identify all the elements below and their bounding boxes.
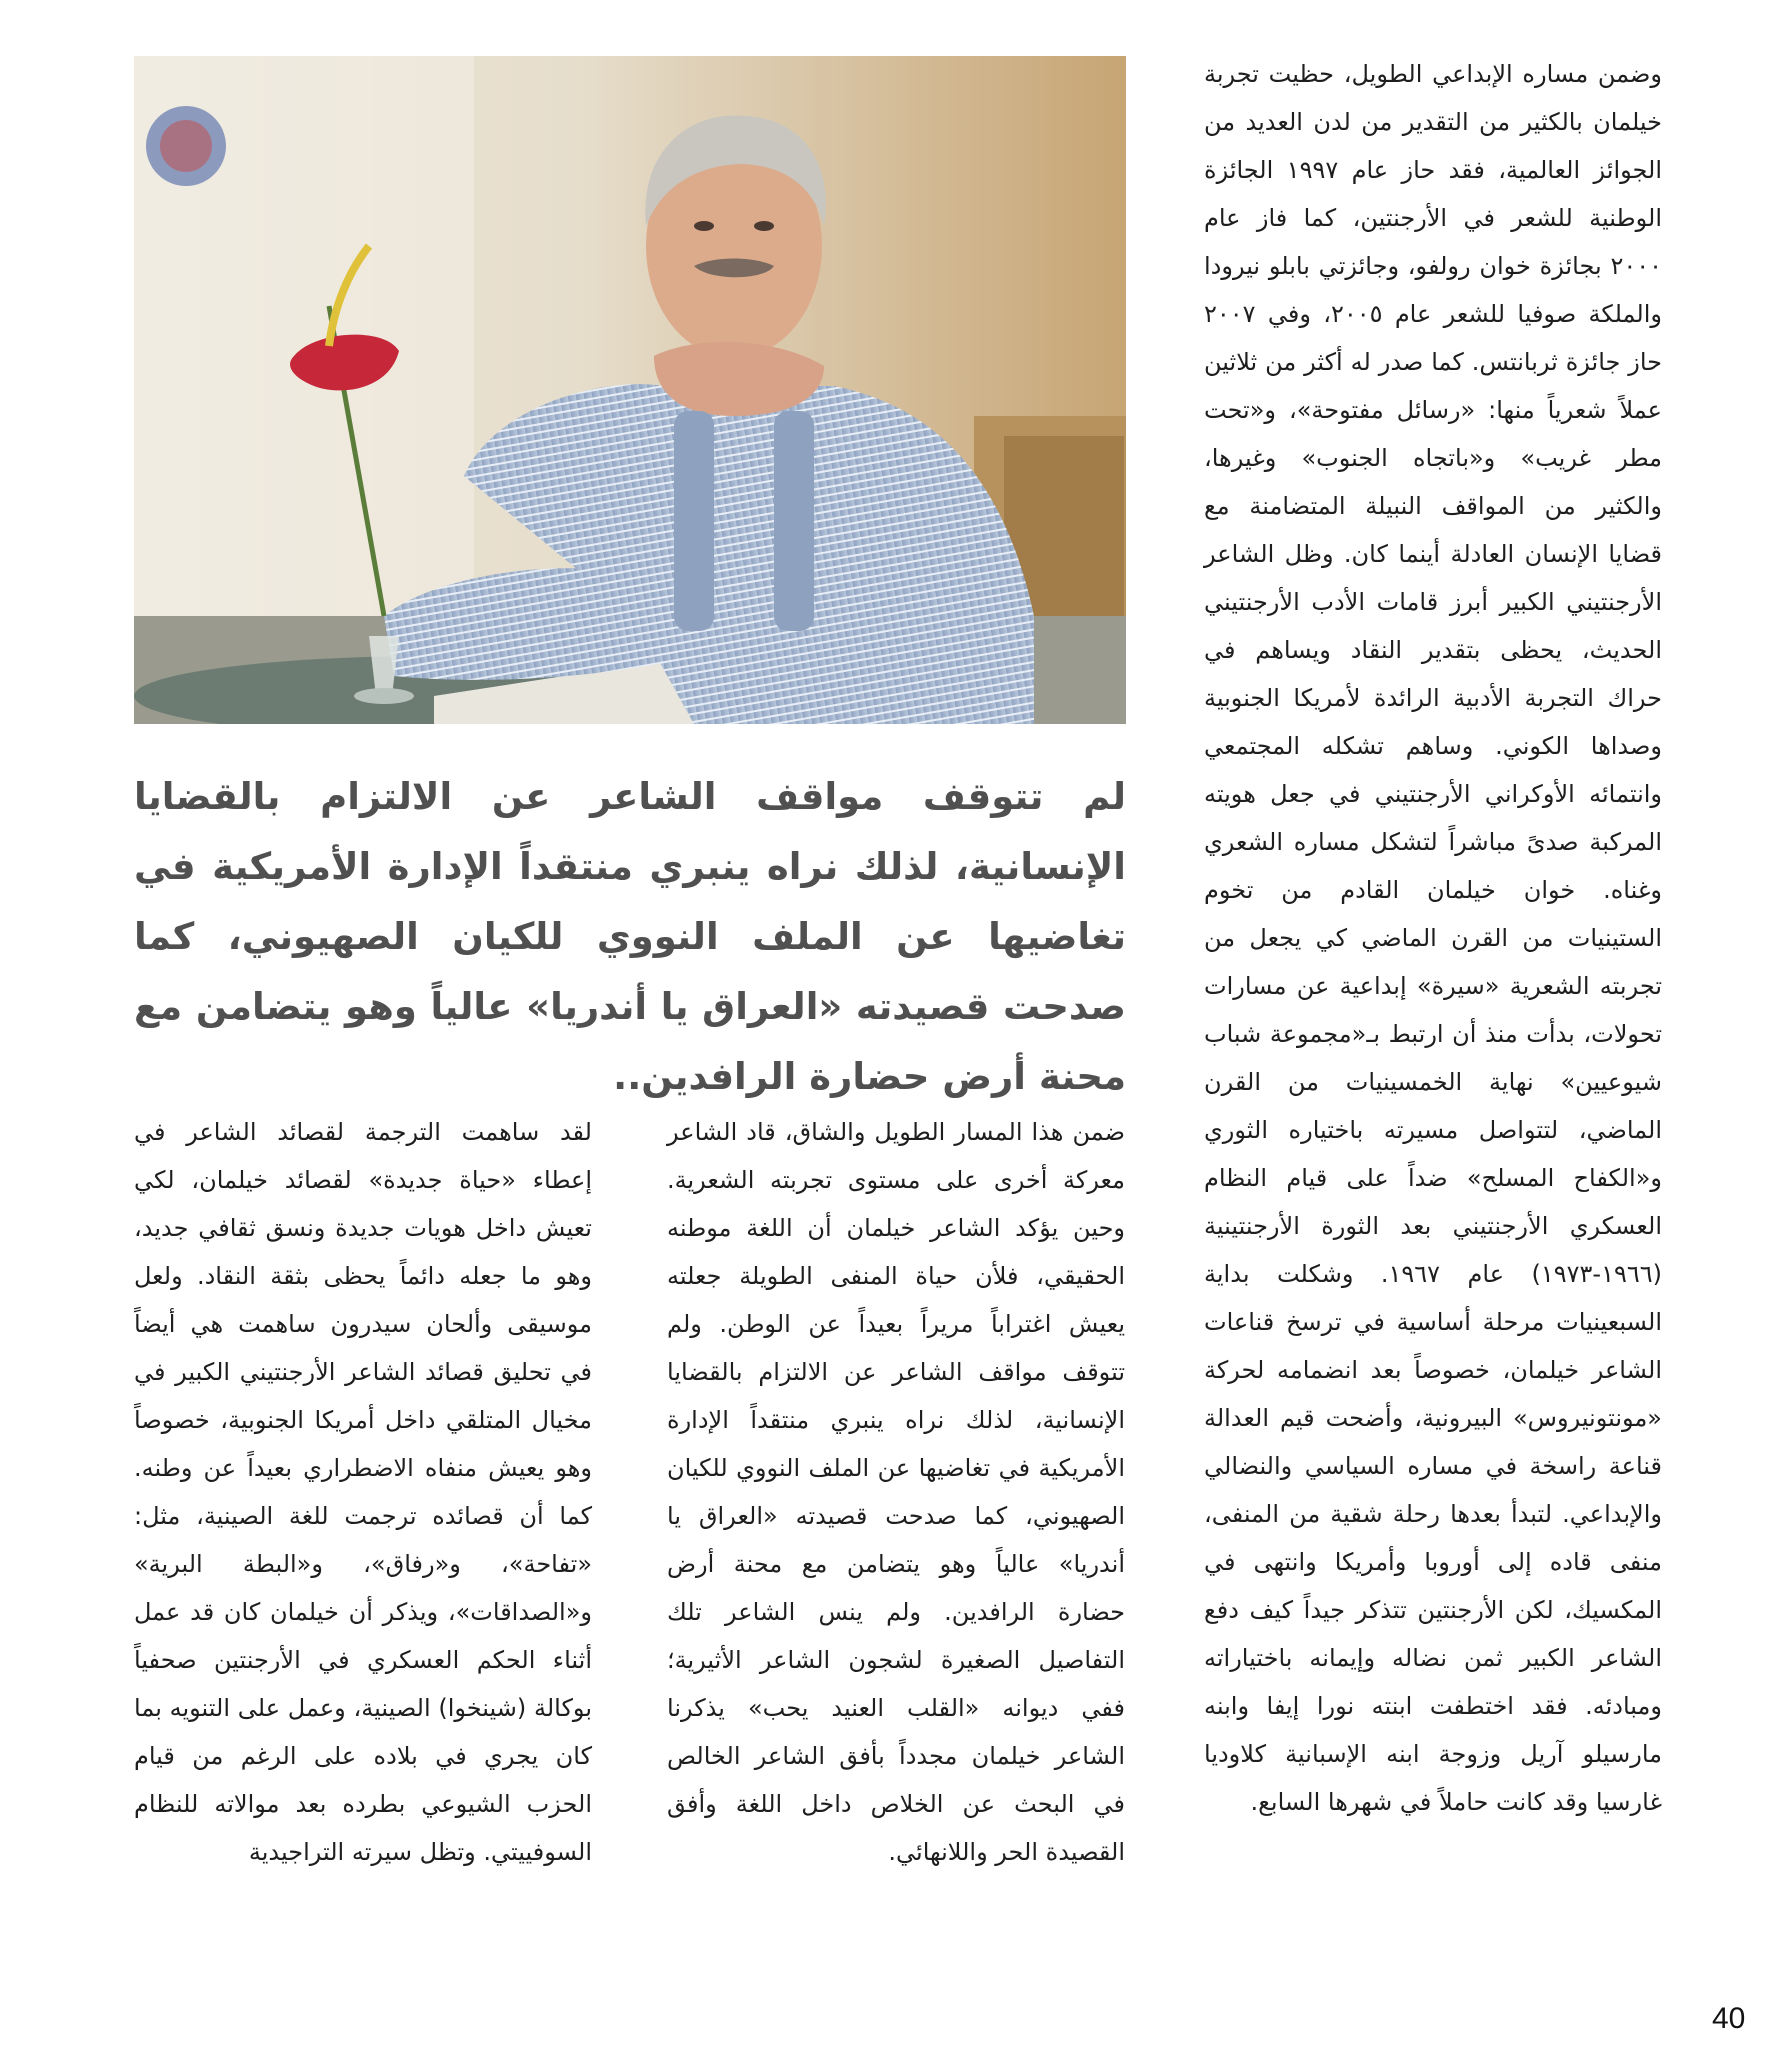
article-column-middle: ضمن هذا المسار الطويل والشاق، قاد الشاعر معركة أخرى على مستوى تجربته الشعرية. وحين يؤكد الشاعر خيلمان أن اللغة موطنه الحقيقي، فلأن حياة المنفى الطويلة جعلته يعيش اغتراباً مريراً بعيداً عن الوطن. ولم تتوقف مواقف الشاعر عن الالتزام بالقضايا الإنسانية، لذلك نراه ينبري منتقداً الإدارة الأمريكية في تغاضيها عن الملف النووي للكيان الصهيوني، كما صدحت قصيدته «العراق يا أندريا» عالياً وهو يتضامن مع محنة أرض حضارة الرافدين. ولم ينس الشاعر تلك التفاصيل الصغيرة لشجون الشاعر الأثيرية؛ ففي ديوانه «القلب العنيد يحب» يذكرنا الشاعر خيلمان مجدداً بأفق الشاعر الخالص في البحث عن الخلاص داخل اللغة وأفق القصيدة الحر واللانهائي. xyxy=(667,1118,1125,1866)
article-column-right: وضمن مساره الإبداعي الطويل، حظيت تجربة خيلمان بالكثير من التقدير من لدن العديد من الجوائز العالمية، فقد حاز عام ١٩٩٧ الجائزة الوطنية للشعر في الأرجنتين، كما فاز عام ٢٠٠٠ بجائزة خوان رولفو، وجائزتي بابلو نيرودا والملكة صوفيا للشعر عام ٢٠٠٥، وفي ٢٠٠٧ حاز جائزة ثربانتس. كما صدر له أكثر من ثلاثين عملاً شعرياً منها: «رسائل مفتوحة»، و«تحت مطر غريب» و«باتجاه الجنوب» وغيرها، والكثير من المواقف النبيلة المتضامنة مع قضايا الإنسان العادلة أينما كان. وظل الشاعر الأرجنتيني الكبير أبرز قامات الأدب الأرجنتيني الحديث، يحظى بتقدير النقاد ويساهم في حراك التجربة الأدبية الرائدة لأمريكا الجنوبية وصداها الكوني. وساهم تشكله المجتمعي وانتمائه الأوكراني الأرجنتيني في جعل هويته المركبة صدىً مباشراً لتشكل مساره الشعري وغناه. خوان خيلمان القادم من تخوم الستينيات من القرن الماضي كي يجعل من تجربته الشعرية «سيرة» إبداعية عن مسارات تحولات، بدأت منذ أن ارتبط بـ«مجموعة شباب شيوعيين» نهاية الخمسينيات من القرن الماضي، لتتواصل مسيرته باختياره الثوري و«الكفاح المسلح» ضداً على قيام النظام العسكري الأرجنتيني بعد الثورة الأرجنتينية (١٩٦٦-١٩٧٣) عام ١٩٦٧. وشكلت بداية السبعينيات مرحلة أساسية في ترسخ قناعات الشاعر خيلمان، خصوصاً بعد انضمامه لحركة «مونتونيروس» البيرونية، وأضحت قيم العدالة قناعة راسخة في مساره السياسي والنضالي والإبداعي. لتبدأ بعدها رحلة شقية من المنفى، منفى قاده إلى أوروبا وأمريكا وانتهى في المكسيك، لكن الأرجنتين تتذكر جيداً كيف دفع الشاعر الكبير ثمن نضاله وإيمانه باختياراته ومبادئه. فقد اختطفت ابنته نورا إيفا وابنه مارسيلو آريل وزوجة ابنه الإسبانية كلاوديا غارسيا وقد كانت حاملاً في شهرها السابع. xyxy=(1204,60,1662,1816)
pull-quote: لم تتوقف مواقف الشاعر عن الالتزام بالقضايا الإنسانية، لذلك نراه ينبري منتقداً الإدارة الأمريكية في تغاضيها عن الملف النووي للكيان الصهيوني، كما صدحت قصيدته «العراق يا أندريا» عالياً وهو يتضامن مع محنة أرض حضارة الرافدين.. xyxy=(134,775,1126,1098)
page-number: 40 xyxy=(1712,2002,1746,2035)
poet-photo xyxy=(134,56,1126,724)
article-column-left: لقد ساهمت الترجمة لقصائد الشاعر في إعطاء «حياة جديدة» لقصائد خيلمان، لكي تعيش داخل هويات جديدة ونسق ثقافي جديد، وهو ما جعله دائماً يحظى بثقة النقاد. ولعل موسيقى وألحان سيدرون ساهمت هي أيضاً في تحليق قصائد الشاعر الأرجنتيني الكبير في مخيال المتلقي داخل أمريكا الجنوبية، خصوصاً وهو يعيش منفاه الاضطراري بعيداً عن وطنه. كما أن قصائده ترجمت للغة الصينية، مثل: «تفاحة»، و«رفاق»، و«البطة البرية» و«الصداقات»، ويذكر أن خيلمان كان قد عمل أثناء الحكم العسكري في الأرجنتين صحفياً بوكالة (شينخوا) الصينية، وعمل على التنويه بما كان يجري في بلاده على الرغم من قيام الحزب الشيوعي بطرده بعد موالاته للنظام السوفييتي. وتظل سيرته التراجيدية xyxy=(134,1118,592,1866)
poet-photo-illustration xyxy=(134,56,1126,724)
